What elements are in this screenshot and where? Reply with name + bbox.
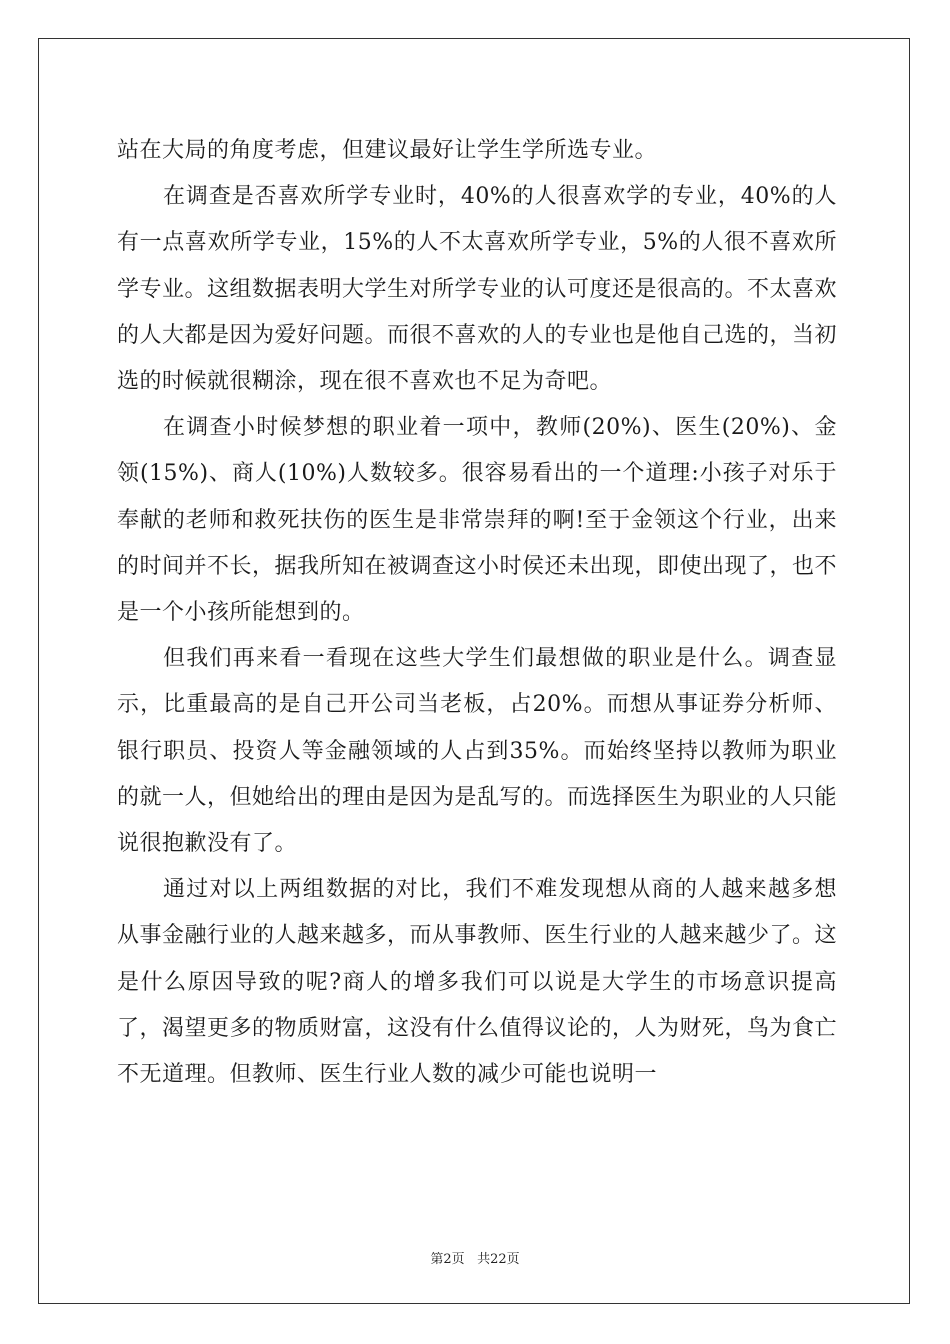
paragraph-major-preference: 在调查是否喜欢所学专业时，40%的人很喜欢学的专业，40%的人有一点喜欢所学专业，15%的人不太喜欢所学专业，5%的人很不喜欢所学专业。这组数据表明大学生对所学专业的认可度还是很高的。不太喜欢的人大都是因为爱好问题。而很不喜欢的人的专业也是他自己选的，当初选的时候就很糊涂，现在很不喜欢也不足为奇吧。 [117, 184, 838, 395]
page-footer [0, 1248, 950, 1267]
paragraph-childhood-dream: 在调查小时候梦想的职业着一项中，教师(20%)、医生(20%)、金领(15%)、商人(10%)人数较多。很容易看出的一个道理:小孩子对乐于奉献的老师和救死扶伤的医生是非常崇拜的啊!至于金领这个行业，出来的时间并不长，据我所知在被调查这小时侯还未出现，即使出现了，也不是一个小孩所能想到的。 [117, 415, 838, 626]
paragraph-comparison: 通过对以上两组数据的对比，我们不难发现想从商的人越来越多想从事金融行业的人越来越多，而从事教师、医生行业的人越来越少了。这是什么原因导致的呢?商人的增多我们可以说是大学生的市场意识提高了，渴望更多的物质财富，这没有什么值得议论的，人为财死，鸟为食亡不无道理。但教师、医生行业人数的减少可能也说明一 [117, 877, 838, 1088]
page-total: 共22页 [477, 1252, 520, 1267]
document-body [117, 128, 837, 1098]
page-number: 第2页 [430, 1252, 465, 1267]
paragraph-desired-career: 但我们再来看一看现在这些大学生们最想做的职业是什么。调查显示，比重最高的是自己开公司当老板，占20%。而想从事证券分析师、银行职员、投资人等金融领域的人占到35%。而始终坚持以教师为职业的就一人，但她给出的理由是因为是乱写的。而选择医生为职业的人只能说很抱歉没有了。 [117, 646, 838, 857]
paragraph-continuation: 站在大局的角度考虑，但建议最好让学生学所选专业。 [117, 138, 658, 163]
